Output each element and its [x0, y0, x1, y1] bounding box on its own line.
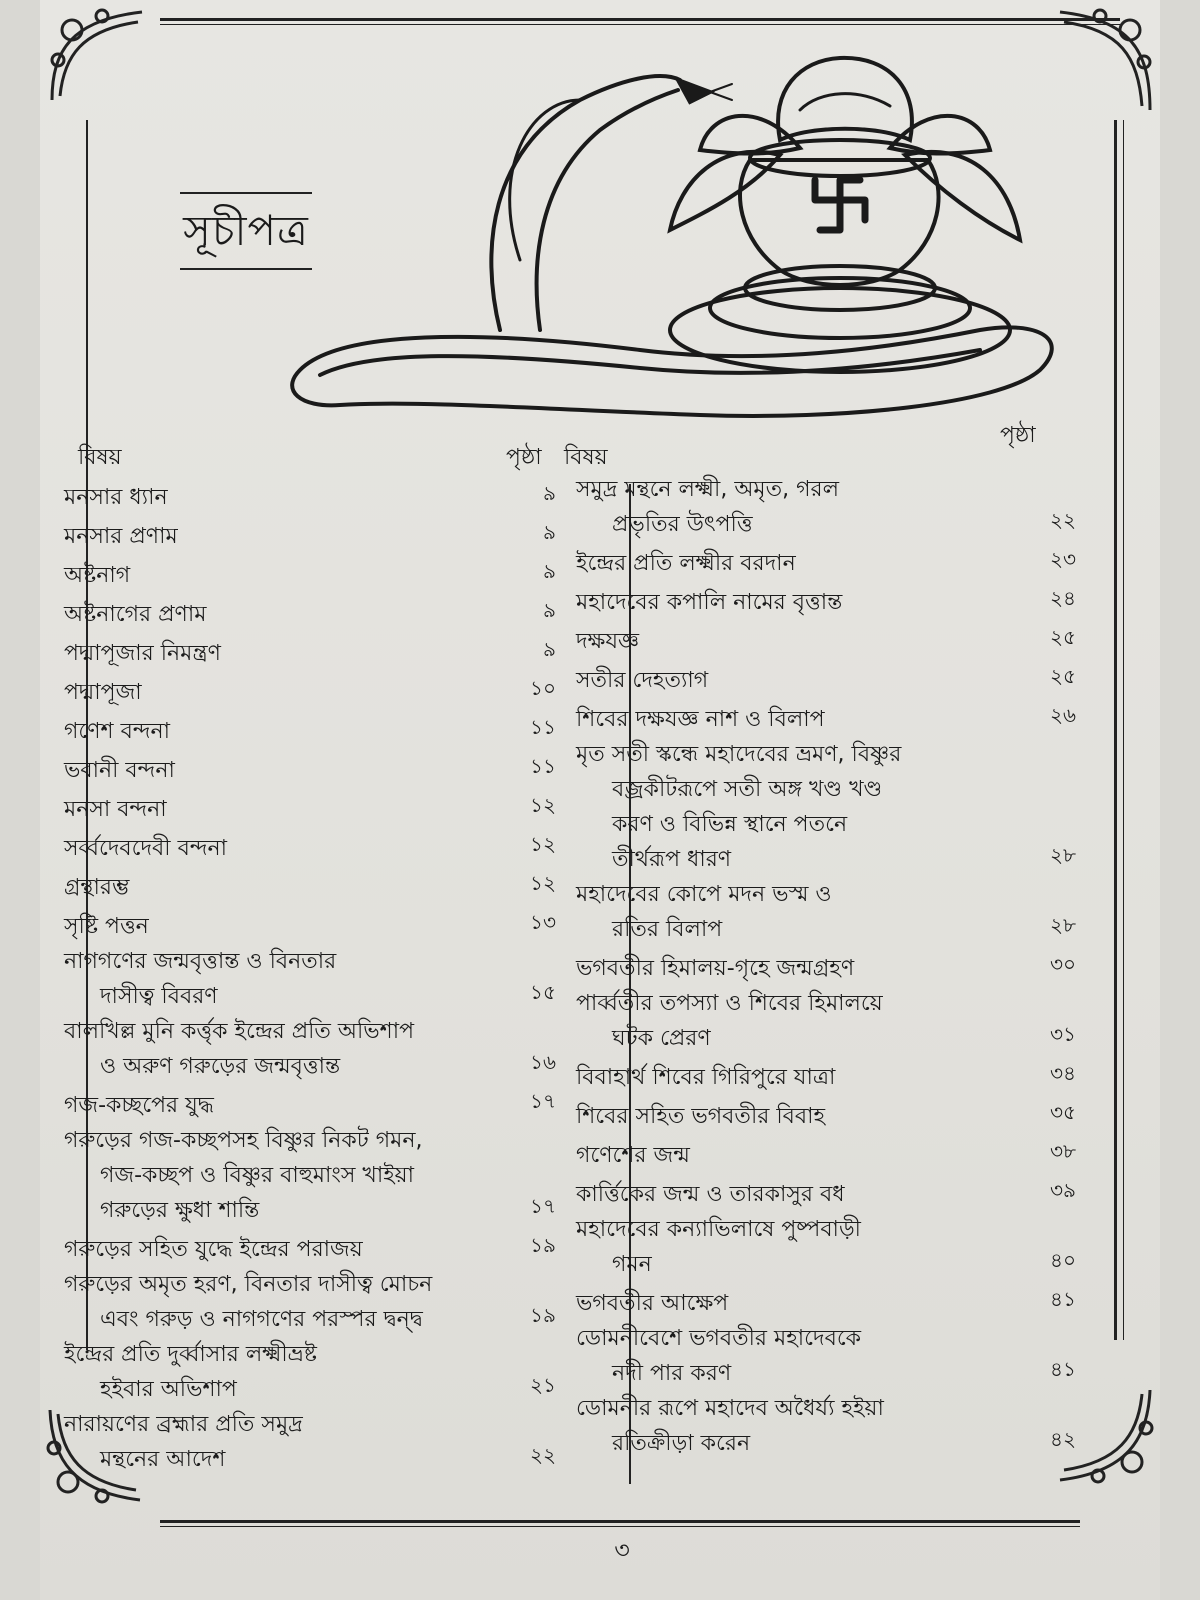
toc-entry-page: ৩১: [1050, 1022, 1076, 1046]
toc-entry-title: মহাদেবের কন্যাভিলাষে পুষ্পবাড়ী: [576, 1217, 861, 1242]
toc-entry: [64, 710, 556, 749]
left-page-heading: পৃষ্ঠা: [506, 445, 542, 470]
toc-entry: [64, 788, 556, 827]
toc-entry: [576, 698, 1076, 737]
toc-entry-title: ডোমনীর রূপে মহাদেব অধৈর্য্য হইয়া: [576, 1396, 884, 1421]
toc-entry-page: ৯: [543, 559, 556, 583]
toc-entry-title: ভগবতীর আক্ষেপ: [576, 1291, 729, 1316]
toc-entry-title-cont: রতিক্রীড়া করেন: [612, 1431, 751, 1456]
floral-corner-icon: [42, 0, 152, 110]
toc-entry-title: পদ্মাপূজা: [64, 680, 142, 705]
book-page: [40, 0, 1160, 1600]
toc-entry-page: ২৫: [1050, 625, 1076, 649]
toc-entry: [64, 905, 556, 944]
toc-entry-page: ১৩: [530, 910, 556, 934]
toc-entry: [64, 827, 556, 866]
toc-entry-title-cont: গজ-কচ্ছপ ও বিষ্ণুর বাহুমাংস খাইয়া: [100, 1163, 414, 1188]
toc-entry-title-cont: ও অরুণ গরুড়ের জন্মবৃত্তান্ত: [100, 1054, 341, 1079]
page-title: সূচীপত্র: [183, 206, 309, 255]
toc-entry: [64, 866, 556, 905]
toc-entry-title: গণেশ বন্দনা: [64, 719, 170, 744]
toc-entry-title: বালখিল্ল মুনি কর্ত্তৃক ইন্দ্রের প্রতি অভিশাপ: [64, 1019, 415, 1044]
toc-entry-page: ৯: [543, 520, 556, 544]
page-number: ৩: [614, 1536, 630, 1564]
toc-entry-page: ২৪: [1050, 586, 1076, 610]
toc-entry-page: ১৫: [530, 980, 556, 1004]
toc-entry-title-cont: গরুড়ের ক্ষুধা শান্তি: [100, 1198, 260, 1223]
toc-entry-title-cont: করণ ও বিভিন্ন স্থানে পতনে: [612, 812, 848, 837]
toc-entry: [64, 593, 556, 632]
toc-entry-page: ১৬: [530, 1050, 556, 1074]
toc-entry-title: সতীর দেহত্যাগ: [576, 668, 709, 693]
toc-entry-title-cont: ঘটক প্রেরণ: [612, 1026, 711, 1051]
toc-entry-title-cont: বজ্রকীটরূপে সতী অঙ্গ খণ্ড খণ্ড: [612, 777, 883, 802]
toc-entry-title: কার্ত্তিকের জন্ম ও তারকাসুর বধ: [576, 1182, 845, 1207]
toc-entry: [64, 1084, 556, 1123]
toc-entry-title-cont: রতির বিলাপ: [612, 917, 723, 942]
toc-entry-title: পার্ব্বতীর তপস্যা ও শিবের হিমালয়ে: [576, 991, 883, 1016]
toc-entry-title: গরুড়ের গজ-কচ্ছপসহ বিষ্ণুর নিকট গমন,: [64, 1128, 423, 1153]
toc-entry-page: ৯: [543, 637, 556, 661]
toc-entry-page: ৩৪: [1050, 1061, 1076, 1085]
toc-entry-title: শিবের দক্ষযজ্ঞ নাশ ও বিলাপ: [576, 707, 825, 732]
toc-entry-title: অষ্টনাগ: [64, 563, 131, 588]
snake-kalash-icon: [280, 30, 1090, 430]
toc-entry-title-cont: প্রভৃতির উৎপত্তি: [612, 512, 753, 537]
toc-entry: [64, 671, 556, 710]
toc-entry-page: ২৬: [1049, 703, 1076, 727]
toc-right-column: [576, 472, 1076, 1461]
toc-entry: [576, 1095, 1076, 1134]
toc-entry-title-cont: গমন: [612, 1252, 652, 1277]
toc-entry: [576, 581, 1076, 620]
toc-entry-title: ভবানী বন্দনা: [64, 758, 175, 783]
toc-entry-title: গ্রন্থারম্ভ: [64, 875, 130, 900]
left-subject-heading: বিষয়: [78, 445, 122, 470]
toc-entry: [64, 1014, 556, 1084]
toc-entry-page: ৩৮: [1050, 1139, 1076, 1163]
toc-entry-page: ১৯: [530, 1303, 556, 1327]
toc-entry-title: বিবাহার্থ শিবের গিরিপুরে যাত্রা: [576, 1065, 836, 1090]
frame-bottom-border: [160, 1520, 1080, 1528]
toc-entry-page: ১১: [530, 754, 556, 778]
toc-entry-title: মনসা বন্দনা: [64, 797, 167, 822]
toc-entry: [64, 1337, 556, 1407]
toc-entry: [576, 1391, 1076, 1461]
toc-entry-title: মহাদেবের কপালি নামের বৃত্তান্ত: [576, 590, 843, 615]
toc-left-column: [64, 476, 556, 1477]
toc-entry-title: ডোমনীবেশে ভগবতীর মহাদেবকে: [576, 1326, 862, 1351]
toc-entry-page: ২৮: [1050, 843, 1076, 867]
toc-entry-page: ২৫: [1050, 664, 1076, 688]
toc-entry: [64, 1407, 556, 1477]
toc-entry-title: গণেশের জন্ম: [576, 1143, 690, 1168]
toc-entry-page: ১২: [530, 793, 556, 817]
toc-entry-page: ৪১: [1050, 1287, 1076, 1311]
toc-entry: [64, 632, 556, 671]
toc-entry-page: ৩৫: [1050, 1100, 1076, 1124]
toc-entry: [576, 947, 1076, 986]
frame-top-border: [160, 18, 1120, 26]
toc-entry: [64, 554, 556, 593]
toc-entry-page: ১৭: [530, 1194, 556, 1218]
toc-entry: [64, 749, 556, 788]
toc-entry-title: পদ্মাপূজার নিমন্ত্রণ: [64, 641, 221, 666]
toc-entry-page: ১৯: [530, 1233, 556, 1257]
toc-entry-page: ৯: [543, 481, 556, 505]
toc-entry: [576, 1173, 1076, 1212]
toc-entry: [576, 1321, 1076, 1391]
toc-entry: [64, 1228, 556, 1267]
toc-entry: [576, 1134, 1076, 1173]
toc-entry-title: সর্ব্বদেবদেবী বন্দনা: [64, 836, 227, 861]
toc-entry: [576, 659, 1076, 698]
toc-entry-page: ৪১: [1050, 1357, 1076, 1381]
toc-entry: [576, 877, 1076, 947]
toc-entry-title-cont: এবং গরুড় ও নাগগণের পরস্পর দ্বন্দ্ব: [100, 1307, 423, 1332]
toc-entry-page: ৩৯: [1050, 1178, 1076, 1202]
toc-entry-page: ৩০: [1049, 952, 1076, 976]
toc-entry-page: ২২: [1049, 508, 1076, 532]
toc-entry-title-cont: মন্থনের আদেশ: [100, 1447, 226, 1472]
toc-entry: [576, 1212, 1076, 1282]
toc-entry: [64, 944, 556, 1014]
toc-entry-title: অষ্টনাগের প্রণাম: [64, 602, 207, 627]
toc-entry: [576, 986, 1076, 1056]
toc-entry: [64, 476, 556, 515]
toc-entry-title: সমুদ্র মন্থনে লক্ষ্মী, অমৃত, গরল: [576, 477, 839, 502]
toc-entry-title: দক্ষযজ্ঞ: [576, 629, 640, 654]
toc-entry-page: ১৭: [530, 1089, 556, 1113]
toc-entry-title: গজ-কচ্ছপের যুদ্ধ: [64, 1093, 214, 1118]
right-page-heading: পৃষ্ঠা: [1000, 423, 1036, 448]
toc-entry-page: ১০: [530, 676, 556, 700]
toc-entry-title: ইন্দ্রের প্রতি লক্ষ্মীর বরদান: [576, 551, 796, 576]
toc-entry: [576, 472, 1076, 542]
toc-entry-page: ২২: [529, 1443, 556, 1467]
toc-entry: [64, 515, 556, 554]
toc-entry-title: গরুড়ের অমৃত হরণ, বিনতার দাসীত্ব মোচন: [64, 1272, 433, 1297]
toc-entry-title: মৃত সতী স্কন্ধে মহাদেবের ভ্রমণ, বিষ্ণুর: [576, 742, 902, 767]
toc-entry-title: নারায়ণের ব্রহ্মার প্রতি সমুদ্র: [64, 1412, 303, 1437]
toc-entry-page: ২৩: [1049, 547, 1076, 571]
toc-title-block: [180, 192, 312, 270]
toc-entry-title-cont: নদী পার করণ: [612, 1361, 732, 1386]
toc-entry-page: ১২: [530, 832, 556, 856]
toc-entry-title: ভগবতীর হিমালয়-গৃহে জন্মগ্রহণ: [576, 956, 855, 981]
toc-entry-page: ৯: [543, 598, 556, 622]
toc-entry-title: ইন্দ্রের প্রতি দুর্ব্বাসার লক্ষ্মীভ্রষ্ট: [64, 1342, 317, 1367]
toc-entry-title: মনসার ধ্যান: [64, 485, 168, 510]
toc-entry-page: ৪২: [1050, 1427, 1076, 1451]
toc-entry-title: মনসার প্রণাম: [64, 524, 178, 549]
toc-entry: [576, 542, 1076, 581]
toc-entry-page: ২৮: [1050, 913, 1076, 937]
toc-entry-title: শিবের সহিত ভগবতীর বিবাহ: [576, 1104, 826, 1129]
toc-entry-page: ১২: [530, 871, 556, 895]
toc-entry: [576, 737, 1076, 877]
toc-entry-title: গরুড়ের সহিত যুদ্ধে ইন্দ্রের পরাজয়: [64, 1237, 363, 1262]
toc-entry: [576, 620, 1076, 659]
right-subject-heading: বিষয়: [564, 445, 608, 470]
toc-entry-page: ৪০: [1050, 1248, 1076, 1272]
toc-entry: [64, 1267, 556, 1337]
toc-entry-title-cont: হইবার অভিশাপ: [100, 1377, 237, 1402]
title-bottom-rule: [180, 268, 312, 270]
toc-entry: [576, 1056, 1076, 1095]
toc-entry-page: ২১: [530, 1373, 556, 1397]
toc-entry-title: নাগগণের জন্মবৃত্তান্ত ও বিনতার: [64, 949, 337, 974]
toc-entry-title-cont: তীর্থরূপ ধারণ: [612, 847, 732, 872]
toc-entry-title-cont: দাসীত্ব বিবরণ: [100, 984, 218, 1009]
toc-entry-title: মহাদেবের কোপে মদন ভস্ম ও: [576, 882, 832, 907]
frame-right-border: [1114, 120, 1124, 1340]
toc-entry: [64, 1123, 556, 1228]
toc-entry-page: ১১: [530, 715, 556, 739]
toc-entry: [576, 1282, 1076, 1321]
toc-entry-title: সৃষ্টি পত্তন: [64, 914, 149, 939]
